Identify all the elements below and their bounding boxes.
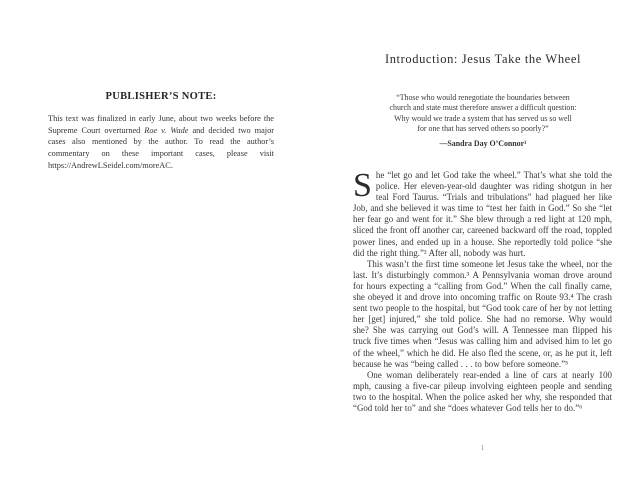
epigraph-line: Why would we trade a system that has served us so well <box>394 113 572 123</box>
paragraph: This wasn’t the first time someone let Jesus take the wheel, nor the last. It’s disturbingly common.³ A Pennsylvania woman drove around for hours expecting a “calling from God.” When the call finally came, she obeyed it and drove into oncoming traffic on Route 93.⁴ The crash sent two people to the hospital, but “God took care of her by not letting her [get] injured,” she told police. She had no remorse. Why would she? She was carrying out God’s will. A Tennessee man flipped his truck five times when “Jesus was calling him and advised him to let go of the wheel,” which he did. He also fled the scene, or, as he put it, left because he was “being called . . . to bow before someone.”⁵ <box>353 258 612 369</box>
epigraph-attribution: —Sandra Day O’Connor¹ <box>439 138 527 148</box>
paragraph <box>353 167 612 259</box>
epigraph-line: “Those who would renegotiate the boundaries between <box>396 93 570 102</box>
paragraph-text: he “let go and let God take the wheel.” That’s what she told the police. Her eleven-year-old daughter was riding shotgun in her teal Ford Taurus. “Trials and tribulations” had plagued her like Job, and she believed it was time to “test her faith in God.” So she “let her fear go and went for it.” She blew through a red light at 120 mph, sliced the front off another car, careened backward off the road, toppled power lines, and ended up in a house. She reportedly told police “she did the right thing.”² After all, nobody was hurt. <box>353 170 612 258</box>
publishers-note-case-name: Roe v. Wade <box>144 125 189 135</box>
publishers-note-text-pre: This text was finalized in early June, about two weeks before the Supreme Court overturned <box>48 114 274 135</box>
chapter-body <box>353 167 612 414</box>
epigraph-line: church and state must therefore answer a difficult question: <box>389 103 577 113</box>
epigraph-line: for one that has served others so poorly?” <box>417 124 549 134</box>
chapter-title: Introduction: Jesus Take the Wheel <box>384 52 582 66</box>
drop-cap: S <box>353 167 372 204</box>
publishers-note-page <box>48 91 274 172</box>
paragraph: One woman deliberately rear-ended a line of cars at nearly 100 mph, causing a five-car pileup involving eighteen people and sending two to the hospital. When the police asked her why, she responded that “God told her to” and she “does whatever God tells her to do.”⁶ <box>353 369 612 413</box>
publishers-note-text <box>48 113 274 172</box>
epigraph <box>343 93 623 149</box>
page-number: 1 <box>480 444 485 452</box>
publishers-note-text-post: and decided two major cases also mentioned by the author. To read the author’s commentary on these important cases, please visit https://AndrewLSeidel.com/moreAC. <box>48 125 274 170</box>
publishers-note-heading: PUBLISHER’S NOTE: <box>105 91 217 102</box>
